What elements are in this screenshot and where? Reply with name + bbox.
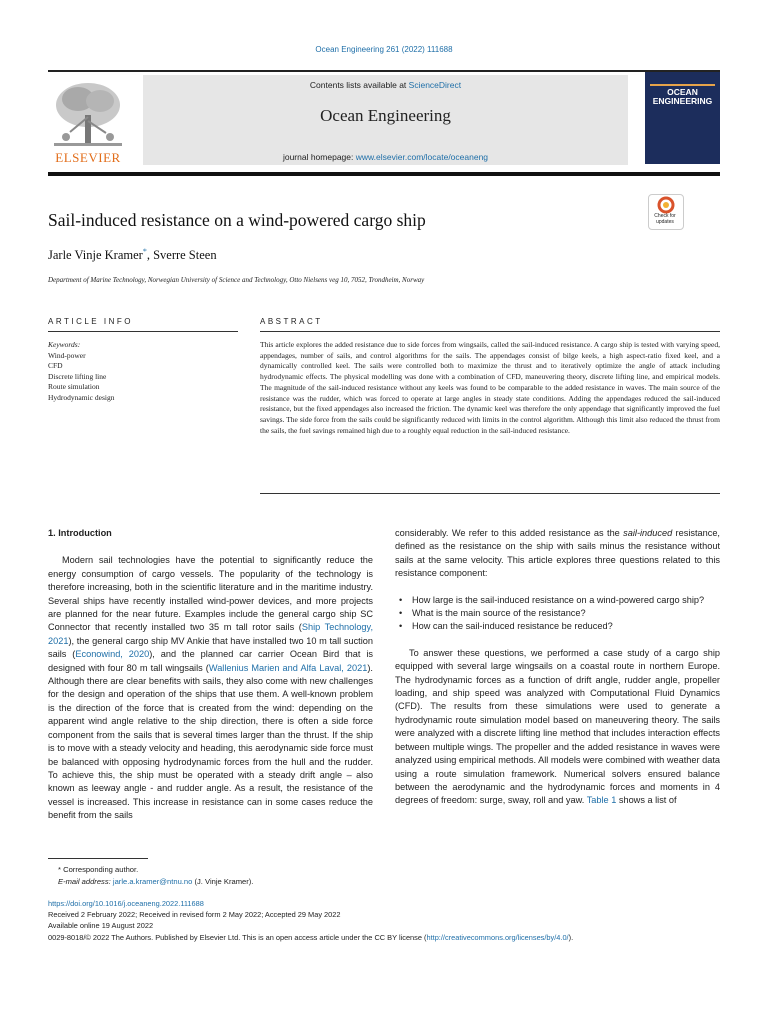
elsevier-tree-logo-icon bbox=[48, 77, 128, 152]
intro-paragraph-1-cont bbox=[395, 527, 720, 581]
email-label: E-mail address: bbox=[58, 876, 111, 886]
author-list bbox=[48, 247, 217, 263]
publisher-logo-text: ELSEVIER bbox=[55, 150, 121, 165]
corresponding-author-note bbox=[48, 864, 720, 876]
license-text: 0029-8018/© 2022 The Authors. Published by Elsevier Ltd. This is an open access article under the CC BY license ( bbox=[48, 932, 427, 942]
paragraph-text: ). Although there are clear benefits with sails, they also come with new challenges for the design and operation of the ships that use them. A well-known problem is the direction of the force that is created from the wind: depending on the apparent wind angle relative to the ship direction, there is often a side force component from the sails that is several times larger than the thrust. If the ship is to move with a steady velocity and heading, this aerodynamic side force must be balanced with opposing hydrodynamic forces from the hull and the rudder. To achieve this, the ship must be operated with a steady drift angle – also known as leeway angle - and rudder angle. As a result, the resistance of the vessel is increased. This increase in resistance can in some cases reduce the benefit from the sails bbox=[48, 662, 373, 821]
check-for-updates-icon bbox=[649, 195, 683, 215]
cover-title: OCEAN ENGINEERING bbox=[652, 87, 713, 106]
paragraph-text: Modern sail technologies have the potential to significantly reduce the energy consumption of cargo vessels. The popularity of the technology is therefore increasing, both in the scientific literature and in the maritime industry. Several ships have recently installed wind-power devices, and more projects are planned for the near future. Examples include the general cargo ship SC Connector that recently installed two 35 m tall rotor sails ( bbox=[48, 555, 373, 633]
journal-name: Ocean Engineering bbox=[320, 106, 451, 125]
keyword-item: Discrete lifting line bbox=[48, 371, 107, 381]
check-for-updates-label: Check for updates bbox=[654, 213, 676, 225]
abstract-rule bbox=[260, 331, 720, 332]
article-info-rule bbox=[48, 331, 238, 332]
keywords-label: Keywords: bbox=[48, 340, 81, 349]
table-reference-link[interactable]: Table 1 bbox=[586, 795, 617, 806]
email-note bbox=[48, 876, 720, 888]
list-item: • How can the sail-induced resistance be reduced? bbox=[407, 620, 720, 633]
body-column-right bbox=[395, 527, 720, 808]
received-dates: Received 2 February 2022; Received in revised form 2 May 2022; Accepted 29 May 2022 bbox=[48, 910, 341, 920]
affiliation: Department of Marine Technology, Norwegian University of Science and Technology, Otto Nielsens veg 10, 7052, Trondheim, Norway bbox=[48, 276, 425, 284]
license-text-end: ). bbox=[568, 932, 574, 942]
publication-info bbox=[48, 898, 720, 943]
abstract-heading: ABSTRACT bbox=[260, 317, 323, 326]
citation-link[interactable]: Econowind, 2020 bbox=[75, 649, 150, 660]
keywords-block bbox=[48, 340, 238, 403]
intro-paragraph-2 bbox=[395, 647, 720, 808]
paragraph-text: To answer these questions, we performed a case study of a cargo ship equipped with several large wingsails on a coastal route in northern Europe. The hydrodynamic forces as a function of drift angle, rudder angle, propeller loading, and ship speed was analyzed with Computational Fluid Dynamics (CFD). The results from these simulations were used to generate a hydrodynamic route simulation model based on maneuvering theory. The sails were analyzed with a discrete lifting line method that includes interaction effects between multiple wings. The propeller and the added resistance in waves were analyzed using empirical methods. All models were combined with weather data using a route simulation framework. Numerical solvers ensured balance between the aerodynamic and the hydrodynamic forces and moments in 4 degrees of freedom: surge, sway, roll and yaw. bbox=[395, 647, 720, 806]
doi-link[interactable]: https://doi.org/10.1016/j.oceaneng.2022.111688 bbox=[48, 899, 204, 908]
article-info-heading: ARTICLE INFO bbox=[48, 317, 133, 326]
intro-paragraph-1 bbox=[48, 554, 373, 822]
paragraph-text: considerably. We refer to this added resistance as the bbox=[395, 528, 624, 538]
paragraph-text: ), and the planned car carrier Ocean Bird that is designed with four 80 m tall wingsails ( bbox=[48, 649, 373, 673]
email-link[interactable]: jarle.a.kramer@ntnu.no bbox=[112, 876, 193, 886]
citation-link[interactable]: Ship Technology, 2021 bbox=[48, 622, 373, 646]
keyword-item: Route simulation bbox=[48, 382, 100, 391]
keyword-item: Wind-power bbox=[48, 350, 86, 360]
footnotes bbox=[48, 864, 720, 887]
header-rule-bottom bbox=[48, 172, 720, 176]
cover-accent-bar bbox=[650, 84, 715, 86]
corresponding-author-marker[interactable]: * bbox=[142, 247, 147, 256]
license-link[interactable]: http://creativecommons.org/licenses/by/4.0/ bbox=[426, 932, 569, 942]
abstract-text: This article explores the added resistance due to side forces from wingsails, called the sail-induced resistance. A cargo ship is tested with varying speed, appendages, number of sails, and control algorithms for the sails. The appendages consist of bilge keels, a high aspect-ratio fixed keel, and a dynamically controlled keel. The sails were controlled both to maximize the thrust and to iteratively optimize the angle of attack including hydrodynamic effects. The physical modelling was done with a combination of CFD, maneuvering theory, discrete lifting line, and empirical models. The magnitude of the sail-induced resistance without any keels was found to be comparable to the added resistance in waves. The main source of the resistance was the rudder, which was forced to operate at large angles in steady state conditions. Adding the appendages reduced the sail-induced resistance, but the fixed appendages also increased the friction. The dynamic keel was therefore the only appendage that significantly improved the fuel savings. The side force from the sails could be significantly reduced with limits in the control algorithm. Although this limit also reduced the thrust from the sails, the fuel savings remained high due to a roughly equal reduction in the sail-induced resistance. bbox=[260, 340, 720, 435]
paragraph-text: resistance, defined as the resistance on the ship with sails minus the resistance without sails at the same velocity. This article explores three questions related to this resistance component: bbox=[395, 528, 720, 579]
footnote-text: Corresponding author. bbox=[63, 865, 139, 874]
author-name-2[interactable]: , Sverre Steen bbox=[146, 248, 217, 263]
question-list bbox=[395, 594, 720, 634]
homepage-prefix: journal homepage: bbox=[282, 152, 356, 162]
license-line bbox=[48, 932, 720, 943]
keyword-item: Hydrodynamic design bbox=[48, 392, 115, 402]
article-title: Sail-induced resistance on a wind-powered cargo ship bbox=[48, 210, 426, 230]
emphasis-text: sail-induced bbox=[623, 528, 673, 538]
header-rule-top bbox=[48, 70, 720, 72]
email-owner: (J. Vinje Kramer). bbox=[194, 876, 254, 886]
homepage-link[interactable]: www.elsevier.com/locate/oceaneng bbox=[355, 152, 489, 162]
footnote-rule bbox=[48, 858, 148, 859]
abstract-bottom-rule bbox=[260, 493, 720, 494]
online-date: Available online 19 August 2022 bbox=[48, 921, 154, 931]
list-item: • What is the main source of the resistance? bbox=[407, 607, 720, 620]
citation-link[interactable]: Wallenius Marien and Alfa Laval, 2021 bbox=[208, 662, 368, 673]
list-item: • How large is the sail-induced resistance on a wind-powered cargo ship? bbox=[407, 594, 720, 607]
contents-line bbox=[143, 80, 628, 90]
body-column-left bbox=[48, 527, 373, 823]
sciencedirect-link[interactable]: ScienceDirect bbox=[408, 80, 462, 90]
author-name[interactable]: Jarle Vinje Kramer bbox=[48, 248, 143, 263]
footnote-marker: * bbox=[58, 865, 61, 874]
homepage-line bbox=[143, 152, 628, 162]
journal-reference[interactable]: Ocean Engineering 261 (2022) 111688 bbox=[315, 45, 453, 54]
paragraph-text: ), the general cargo ship MV Ankie that have installed two 10 m tall suction sails ( bbox=[48, 635, 373, 660]
paragraph-text: shows a list of bbox=[616, 795, 677, 806]
contents-prefix: Contents lists available at bbox=[309, 80, 409, 90]
keyword-item: CFD bbox=[48, 361, 63, 370]
section-heading-introduction: 1. Introduction bbox=[48, 528, 112, 538]
